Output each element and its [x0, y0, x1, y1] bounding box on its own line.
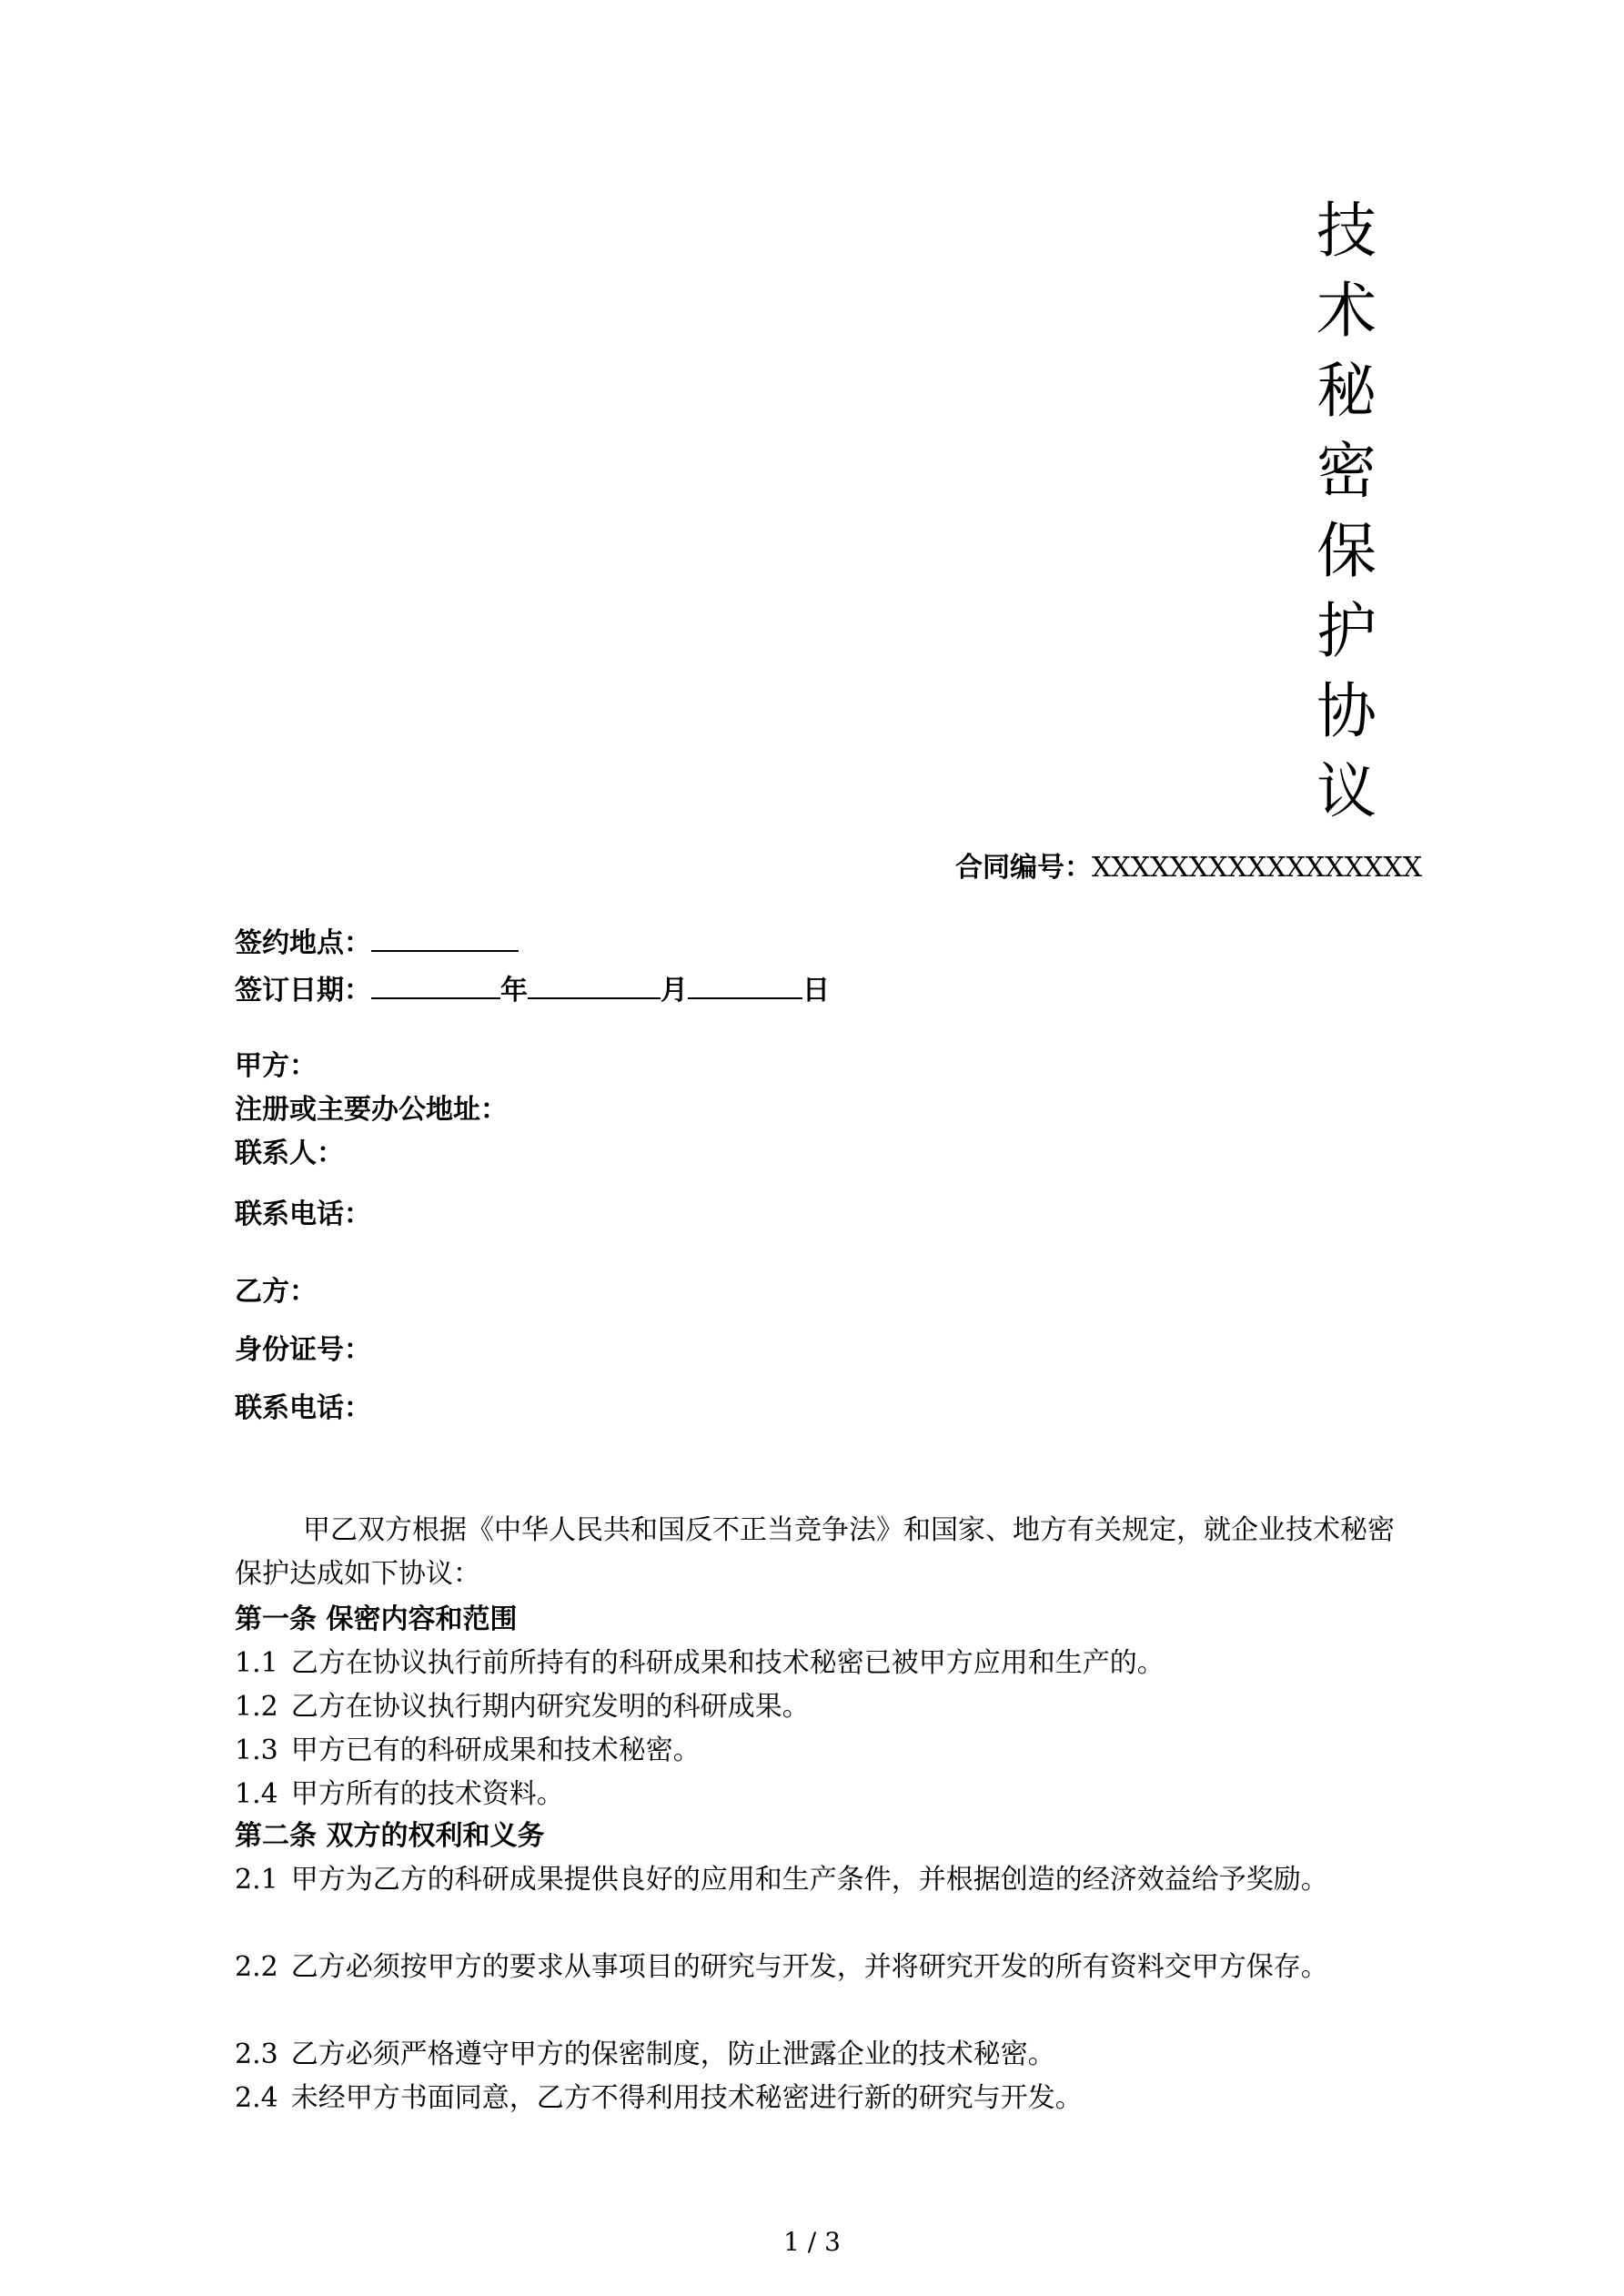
sign-date-label: 签订日期： — [235, 975, 371, 1006]
clause-item — [235, 1685, 1410, 1729]
party-b-label: 乙方： — [235, 1276, 317, 1308]
clause-number: 2.2 — [235, 1951, 278, 1983]
clause-item — [235, 2077, 1410, 2120]
clause-item — [235, 2033, 1410, 2077]
sign-place-blank[interactable] — [371, 925, 519, 952]
sign-place-line — [235, 925, 519, 962]
sign-day-blank[interactable] — [688, 972, 802, 999]
clause-item — [235, 1729, 1410, 1773]
year-label: 年 — [500, 975, 528, 1006]
article-2-heading: 第二条 双方的权利和义务 — [235, 1820, 545, 1852]
sign-year-blank[interactable] — [371, 972, 500, 999]
clause-text: 乙方在协议执行期内研究发明的科研成果。 — [290, 1691, 810, 1723]
clause-text: 未经甲方书面同意，乙方不得利用技术秘密进行新的研究与开发。 — [290, 2082, 1083, 2114]
party-a-label: 甲方： — [235, 1050, 317, 1082]
title-char: 术 — [1316, 276, 1377, 346]
clause-text: 乙方在协议执行前所持有的科研成果和技术秘密已被甲方应用和生产的。 — [290, 1647, 1165, 1679]
clause-number: 1.1 — [235, 1647, 278, 1679]
party-b-id-label: 身份证号： — [235, 1334, 371, 1366]
sign-date-line — [235, 972, 830, 1009]
sign-month-blank[interactable] — [528, 972, 661, 999]
party-a-address-label: 注册或主要办公地址： — [235, 1094, 508, 1126]
title-char: 议 — [1316, 756, 1377, 826]
article-1-heading: 第一条 保密内容和范围 — [235, 1603, 518, 1635]
clause-text: 乙方必须严格遵守甲方的保密制度，防止泄露企业的技术秘密。 — [290, 2038, 1055, 2070]
clause-number: 2.3 — [235, 2038, 278, 2070]
clause-text: 甲方已有的科研成果和技术秘密。 — [290, 1735, 701, 1766]
contract-number-value: XXXXXXXXXXXXXXXXX — [1092, 852, 1423, 884]
title-char: 秘 — [1316, 356, 1377, 426]
title-char: 密 — [1316, 436, 1377, 506]
clause-item — [235, 1858, 1410, 1902]
clause-number: 2.4 — [235, 2082, 278, 2114]
page-indicator: 1 / 3 — [783, 2227, 841, 2257]
contract-number — [955, 850, 1422, 886]
month-label: 月 — [661, 975, 688, 1006]
clause-item — [235, 1642, 1410, 1685]
party-a-phone-label: 联系电话： — [235, 1199, 371, 1230]
clause-item — [235, 1773, 1410, 1816]
title-char: 协 — [1316, 676, 1377, 746]
title-char: 保 — [1316, 516, 1377, 586]
party-b-phone-label: 联系电话： — [235, 1392, 371, 1424]
clause-text: 甲方所有的技术资料。 — [290, 1778, 564, 1810]
clause-number: 2.1 — [235, 1864, 278, 1896]
preamble-paragraph: 甲乙双方根据《中华人民共和国反不正当竞争法》和国家、地方有关规定，就企业技术秘密保护达成如下协议： — [235, 1514, 1395, 1590]
clause-number: 1.3 — [235, 1735, 278, 1766]
clause-number: 1.2 — [235, 1691, 278, 1723]
clause-number: 1.4 — [235, 1778, 278, 1810]
day-label: 日 — [802, 975, 830, 1006]
clause-item — [235, 1946, 1410, 1989]
title-char: 技 — [1316, 196, 1377, 266]
document-title — [1310, 191, 1383, 832]
party-a-contact-label: 联系人： — [235, 1138, 344, 1169]
clause-text: 乙方必须按甲方的要求从事项目的研究与开发，并将研究开发的所有资料交甲方保存。 — [290, 1951, 1328, 1983]
title-char: 护 — [1316, 596, 1377, 666]
sign-place-label: 签约地点： — [235, 927, 371, 959]
clause-text: 甲方为乙方的科研成果提供良好的应用和生产条件，并根据创造的经济效益给予奖励。 — [290, 1864, 1328, 1896]
contract-number-label: 合同编号： — [955, 852, 1092, 884]
